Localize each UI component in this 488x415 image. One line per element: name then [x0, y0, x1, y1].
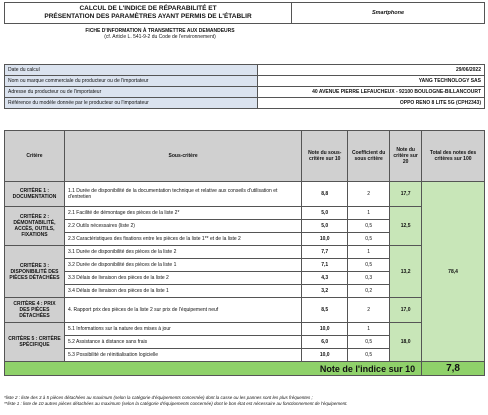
sub-criterion-coef: 1: [348, 323, 390, 336]
title-line-2: PRÉSENTATION DES PARAMÈTRES AYANT PERMIS DE L'ÉTABLIR: [44, 13, 252, 20]
criterion-name: CRITÈRE 2 : DÉMONTABILITÉ, ACCÈS, OUTILS, FIXATIONS: [5, 207, 65, 246]
info-value: OPPO RENO 8 LITE 5G (CPH2343): [258, 98, 485, 109]
final-score-value: 7,8: [422, 362, 485, 376]
info-label: Date du calcul: [5, 65, 258, 76]
sub-criterion-label: 2.1 Facilité de démontage des pièces de la liste 2*: [64, 207, 301, 220]
info-row: [5, 87, 485, 98]
fiche-line-1: FICHE D'INFORMATION À TRANSMETTRE AUX DEMANDEURS: [85, 28, 235, 34]
footnotes: [4, 395, 485, 407]
sub-criterion-coef: 1: [348, 207, 390, 220]
header-row: [5, 131, 485, 182]
sub-criterion-coef: 0,2: [348, 285, 390, 298]
sub-criterion-label: 5.2 Assistance à distance sans frais: [64, 336, 301, 349]
table-row: [5, 246, 485, 259]
page-title: [5, 3, 292, 24]
criterion-note20: 12,5: [390, 207, 422, 246]
product-type: Smartphone: [292, 3, 485, 24]
info-row: [5, 98, 485, 109]
col-sous-critere: Sous-critère: [64, 131, 301, 182]
sub-criterion-note: 5,0: [302, 207, 348, 220]
fiche-caption: [80, 28, 240, 40]
criterion-name: CRITÈRE 4 : PRIX DES PIÈCES DÉTACHÉES: [5, 298, 65, 323]
footnote-list-2: *liste 2 : liste des 3 à 5 pièces détachées au maximum (selon la catégorie d'équipements concernée) dont la casse ou les pannes sont les plus fréquentes ;: [4, 395, 313, 400]
table-row: [5, 298, 485, 323]
sub-criterion-note: 4,3: [302, 272, 348, 285]
sub-criterion-note: 10,0: [302, 233, 348, 246]
sub-criterion-note: 3,2: [302, 285, 348, 298]
total-score: 78,4: [422, 182, 485, 362]
sub-criterion-label: 3.3 Délais de livraison des pièces de la liste 2: [64, 272, 301, 285]
sub-criterion-label: 5.3 Possibilité de réinitialisation logicielle: [64, 349, 301, 362]
table-row: [5, 323, 485, 336]
col-note: Note du sous-critère sur 10: [302, 131, 348, 182]
criterion-note20: 17,0: [390, 298, 422, 323]
sub-criterion-label: 3.4 Délais de livraison des pièces de la liste 1: [64, 285, 301, 298]
sub-criterion-label: 2.3 Caractéristiques des fixations entre les pièces de la liste 1** et de la liste 2: [64, 233, 301, 246]
sub-criterion-coef: 0,5: [348, 233, 390, 246]
sub-criterion-coef: 0,3: [348, 272, 390, 285]
table-row: [5, 182, 485, 207]
sub-criterion-note: 7,1: [302, 259, 348, 272]
info-label: Référence du modèle donnée par le producteur ou l'importateur: [5, 98, 258, 109]
criterion-name: CRITÈRE 1 : DOCUMENTATION: [5, 182, 65, 207]
sub-criterion-coef: 1: [348, 246, 390, 259]
footnote-list-1: **liste 1 : liste de 10 autres pièces détachées au maximum (selon la catégorie d'équipements concernée) dont le bon état est nécessaire au fonctionnement de l'équipement.: [4, 401, 348, 406]
info-label: Nom ou marque commerciale du producteur ou de l'importateur: [5, 76, 258, 87]
final-score-row: [5, 362, 485, 376]
criterion-note20: 17,7: [390, 182, 422, 207]
sub-criterion-coef: 0,5: [348, 349, 390, 362]
product-info-table: [4, 64, 485, 109]
criterion-note20: 18,0: [390, 323, 422, 362]
col-total: Total des notes des critères sur 100: [422, 131, 485, 182]
fiche-line-2: (cf. Article L. 541-9-2 du Code de l'environnement): [104, 34, 216, 40]
sub-criterion-note: 8,8: [302, 182, 348, 207]
title-line-1: CALCUL DE L'INDICE DE RÉPARABILITÉ ET: [79, 5, 217, 12]
sub-criterion-coef: 2: [348, 182, 390, 207]
sub-criterion-label: 4. Rapport prix des pièces de la liste 2 sur prix de l'équipement neuf: [64, 298, 301, 323]
sub-criterion-label: 2.2 Outils nécessaires (liste 2): [64, 220, 301, 233]
info-label: Adresse du producteur ou de l'importateur: [5, 87, 258, 98]
sub-criterion-note: 7,7: [302, 246, 348, 259]
sub-criterion-note: 6,0: [302, 336, 348, 349]
sub-criterion-coef: 0,5: [348, 220, 390, 233]
info-row: [5, 76, 485, 87]
col-note20: Note du critère sur 20: [390, 131, 422, 182]
sub-criterion-note: 5,0: [302, 220, 348, 233]
sub-criterion-label: 3.2 Durée de disponibilité des pièces de la liste 1: [64, 259, 301, 272]
info-value: 40 AVENUE PIERRE LEFAUCHEUX - 92100 BOULOGNE-BILLANCOURT: [258, 87, 485, 98]
score-table: [4, 130, 485, 376]
sub-criterion-coef: 0,5: [348, 259, 390, 272]
sub-criterion-label: 1.1 Durée de disponibilité de la documentation technique et relative aux conseils d'utilisation et d'entretien: [64, 182, 301, 207]
col-critere: Critère: [5, 131, 65, 182]
sub-criterion-label: 3.1 Durée de disponibilité des pièces de la liste 2: [64, 246, 301, 259]
info-value: 29/06/2022: [258, 65, 485, 76]
sub-criterion-note: 10,0: [302, 323, 348, 336]
document-header: [4, 2, 485, 24]
final-score-label: Note de l'indice sur 10: [5, 362, 422, 376]
table-row: [5, 207, 485, 220]
info-value: YANG TECHNOLOGY SAS: [258, 76, 485, 87]
criterion-note20: 13,2: [390, 246, 422, 298]
col-coef: Coefficient du sous critère: [348, 131, 390, 182]
criterion-name: CRITÈRE 5 : CRITÈRE SPÉCIFIQUE: [5, 323, 65, 362]
sub-criterion-coef: 0,5: [348, 336, 390, 349]
sub-criterion-note: 10,0: [302, 349, 348, 362]
sub-criterion-label: 5.1 Informations sur la nature des mises à jour: [64, 323, 301, 336]
sub-criterion-note: 8,5: [302, 298, 348, 323]
info-row: [5, 65, 485, 76]
criterion-name: CRITÈRE 3 : DISPONIBILITÉ DES PIÈCES DÉTACHÉES: [5, 246, 65, 298]
sub-criterion-coef: 2: [348, 298, 390, 323]
